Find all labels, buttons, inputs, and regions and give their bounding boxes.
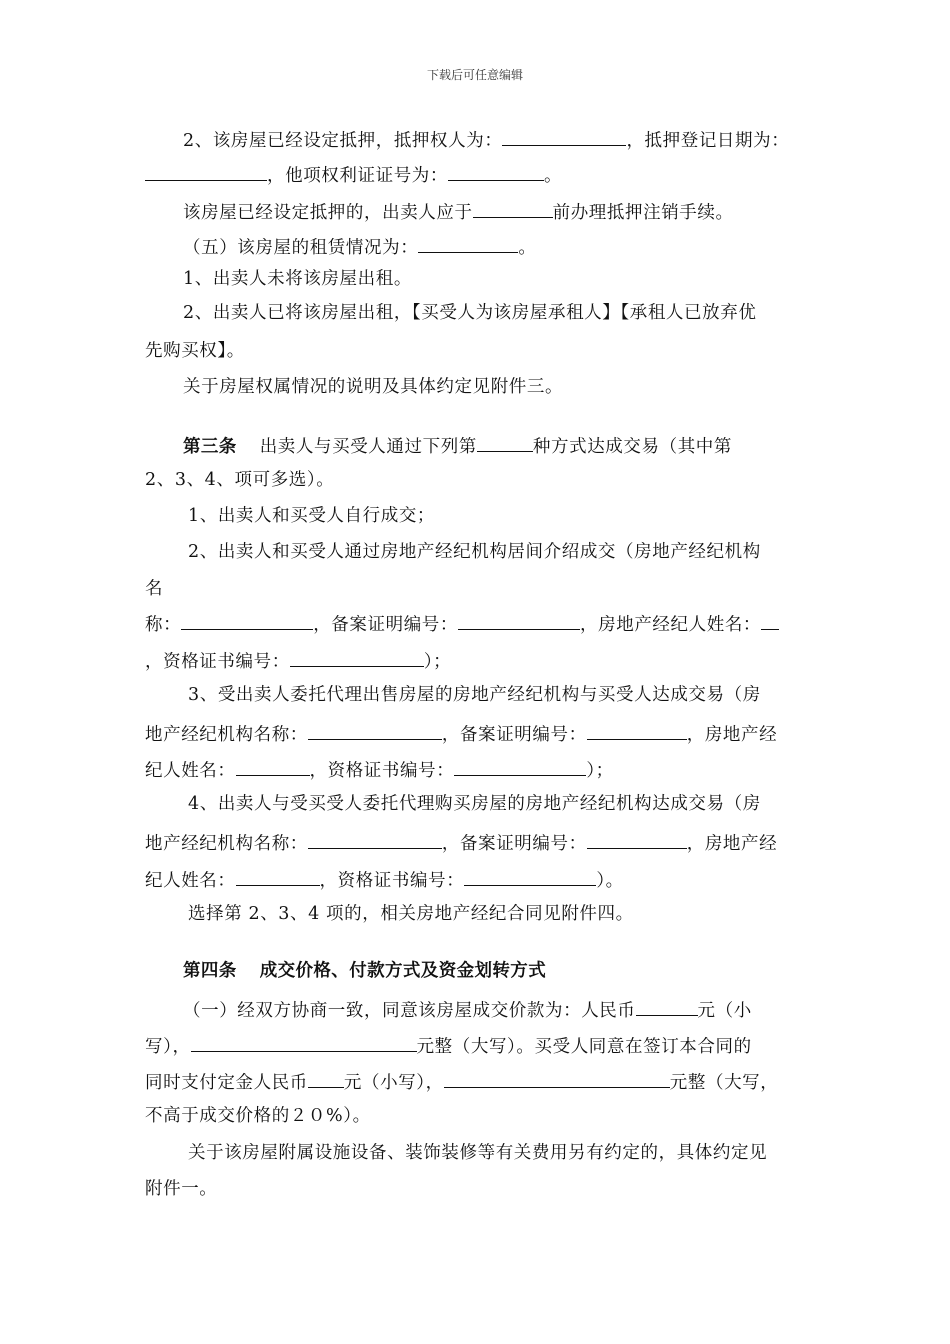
line-deposit: 同时支付定金人民币 元（小写）， 元整（大写， xyxy=(145,1068,778,1095)
certificate-number-blank[interactable] xyxy=(448,161,544,181)
cert-number-blank-4[interactable] xyxy=(464,866,596,886)
line-option-3-agent: 纪人姓名： ，资格证书编号： ）； xyxy=(145,756,614,783)
line-attachment-4: 选择第 2、3、4 项的，相关房地产经纪合同见附件四。 xyxy=(188,904,634,924)
deposit-words-blank[interactable] xyxy=(444,1068,670,1088)
line-option-2-fields: 称： ，备案证明编号： ，房地产经纪人姓名： xyxy=(145,610,779,637)
line-option-2: 2、出卖人和买受人通过房地产经纪机构居间介绍成交（房地产经纪机构 xyxy=(188,542,761,562)
line-price: （一）经双方协商一致，同意该房屋成交价款为：人民币 元（小 xyxy=(183,996,752,1023)
agency-name-blank-2[interactable] xyxy=(181,610,313,630)
article-3-heading: 第三条 出卖人与买受人通过下列第 种方式达成交易（其中第 xyxy=(183,432,732,459)
line-option-2-name: 名 xyxy=(145,579,164,599)
cert-number-blank-2[interactable] xyxy=(290,647,424,667)
article-4-label: 第四条 xyxy=(183,961,237,981)
line-price-words: 写）， 元整（大写）。买受人同意在签订本合同的 xyxy=(145,1032,752,1059)
lease-status-blank[interactable] xyxy=(418,233,518,253)
method-number-blank[interactable] xyxy=(477,432,533,452)
line-option-1: 1、出卖人和买受人自行成交； xyxy=(188,506,436,526)
filing-number-blank-3[interactable] xyxy=(587,720,687,740)
deposit-small-blank[interactable] xyxy=(308,1068,344,1088)
cert-number-blank-3[interactable] xyxy=(454,756,586,776)
cancel-deadline-blank[interactable] xyxy=(473,198,553,218)
page-header: 下载后可任意编辑 xyxy=(426,68,523,82)
mortgage-date-blank[interactable] xyxy=(145,161,267,181)
mortgagee-blank[interactable] xyxy=(502,126,626,146)
line-attachment-1: 附件一。 xyxy=(145,1179,218,1199)
line-leased-cont: 先购买权】。 xyxy=(145,341,245,361)
line-deposit-limit: 不高于成交价格的２０%）。 xyxy=(145,1106,371,1126)
line-ownership-note: 关于房屋权属情况的说明及具体约定见附件三。 xyxy=(183,377,564,397)
line-not-leased: 1、出卖人未将该房屋出租。 xyxy=(183,269,412,289)
line-certificate-number: ，他项权利证证号为： 。 xyxy=(145,161,562,188)
agent-name-blank-3[interactable] xyxy=(236,756,310,776)
price-words-blank[interactable] xyxy=(191,1032,417,1052)
agent-name-blank-2[interactable] xyxy=(761,610,779,630)
line-option-4-fields: 地产经纪机构名称： ，备案证明编号： ，房地产经 xyxy=(145,829,777,856)
line-mortgage-cancel: 该房屋已经设定抵押的，出卖人应于 前办理抵押注销手续。 xyxy=(183,198,734,225)
article-3-label: 第三条 xyxy=(183,437,237,457)
filing-number-blank-4[interactable] xyxy=(587,829,687,849)
line-lease-status: （五）该房屋的租赁情况为： 。 xyxy=(183,233,536,260)
line-facilities: 关于该房屋附属设施设备、装饰装修等有关费用另有约定的，具体约定见 xyxy=(188,1143,768,1163)
line-option-3: 3、受出卖人委托代理出售房屋的房地产经纪机构与买受人达成交易（房 xyxy=(188,685,761,705)
line-mortgage-holder: 2、该房屋已经设定抵押，抵押权人为： ，抵押登记日期为： xyxy=(183,126,789,153)
article-4-heading: 第四条 成交价格、付款方式及资金划转方式 xyxy=(183,961,547,981)
agent-name-blank-4[interactable] xyxy=(236,866,320,886)
filing-number-blank-2[interactable] xyxy=(458,610,580,630)
line-option-4-agent: 纪人姓名： ，资格证书编号： ）。 xyxy=(145,866,624,893)
price-small-blank[interactable] xyxy=(636,996,698,1016)
line-option-2-cert: ，资格证书编号： ）； xyxy=(145,647,451,674)
line-option-4: 4、出卖人与受买受人委托代理购买房屋的房地产经纪机构达成交易（房 xyxy=(188,794,761,814)
line-multi-select: 2、3、4、项可多选）。 xyxy=(145,470,335,490)
line-option-3-fields: 地产经纪机构名称： ，备案证明编号： ，房地产经 xyxy=(145,720,777,747)
line-leased: 2、出卖人已将该房屋出租，【买受人为该房屋承租人】【承租人已放弃优 xyxy=(183,303,757,323)
agency-name-blank-3[interactable] xyxy=(308,720,442,740)
agency-name-blank-4[interactable] xyxy=(308,829,442,849)
